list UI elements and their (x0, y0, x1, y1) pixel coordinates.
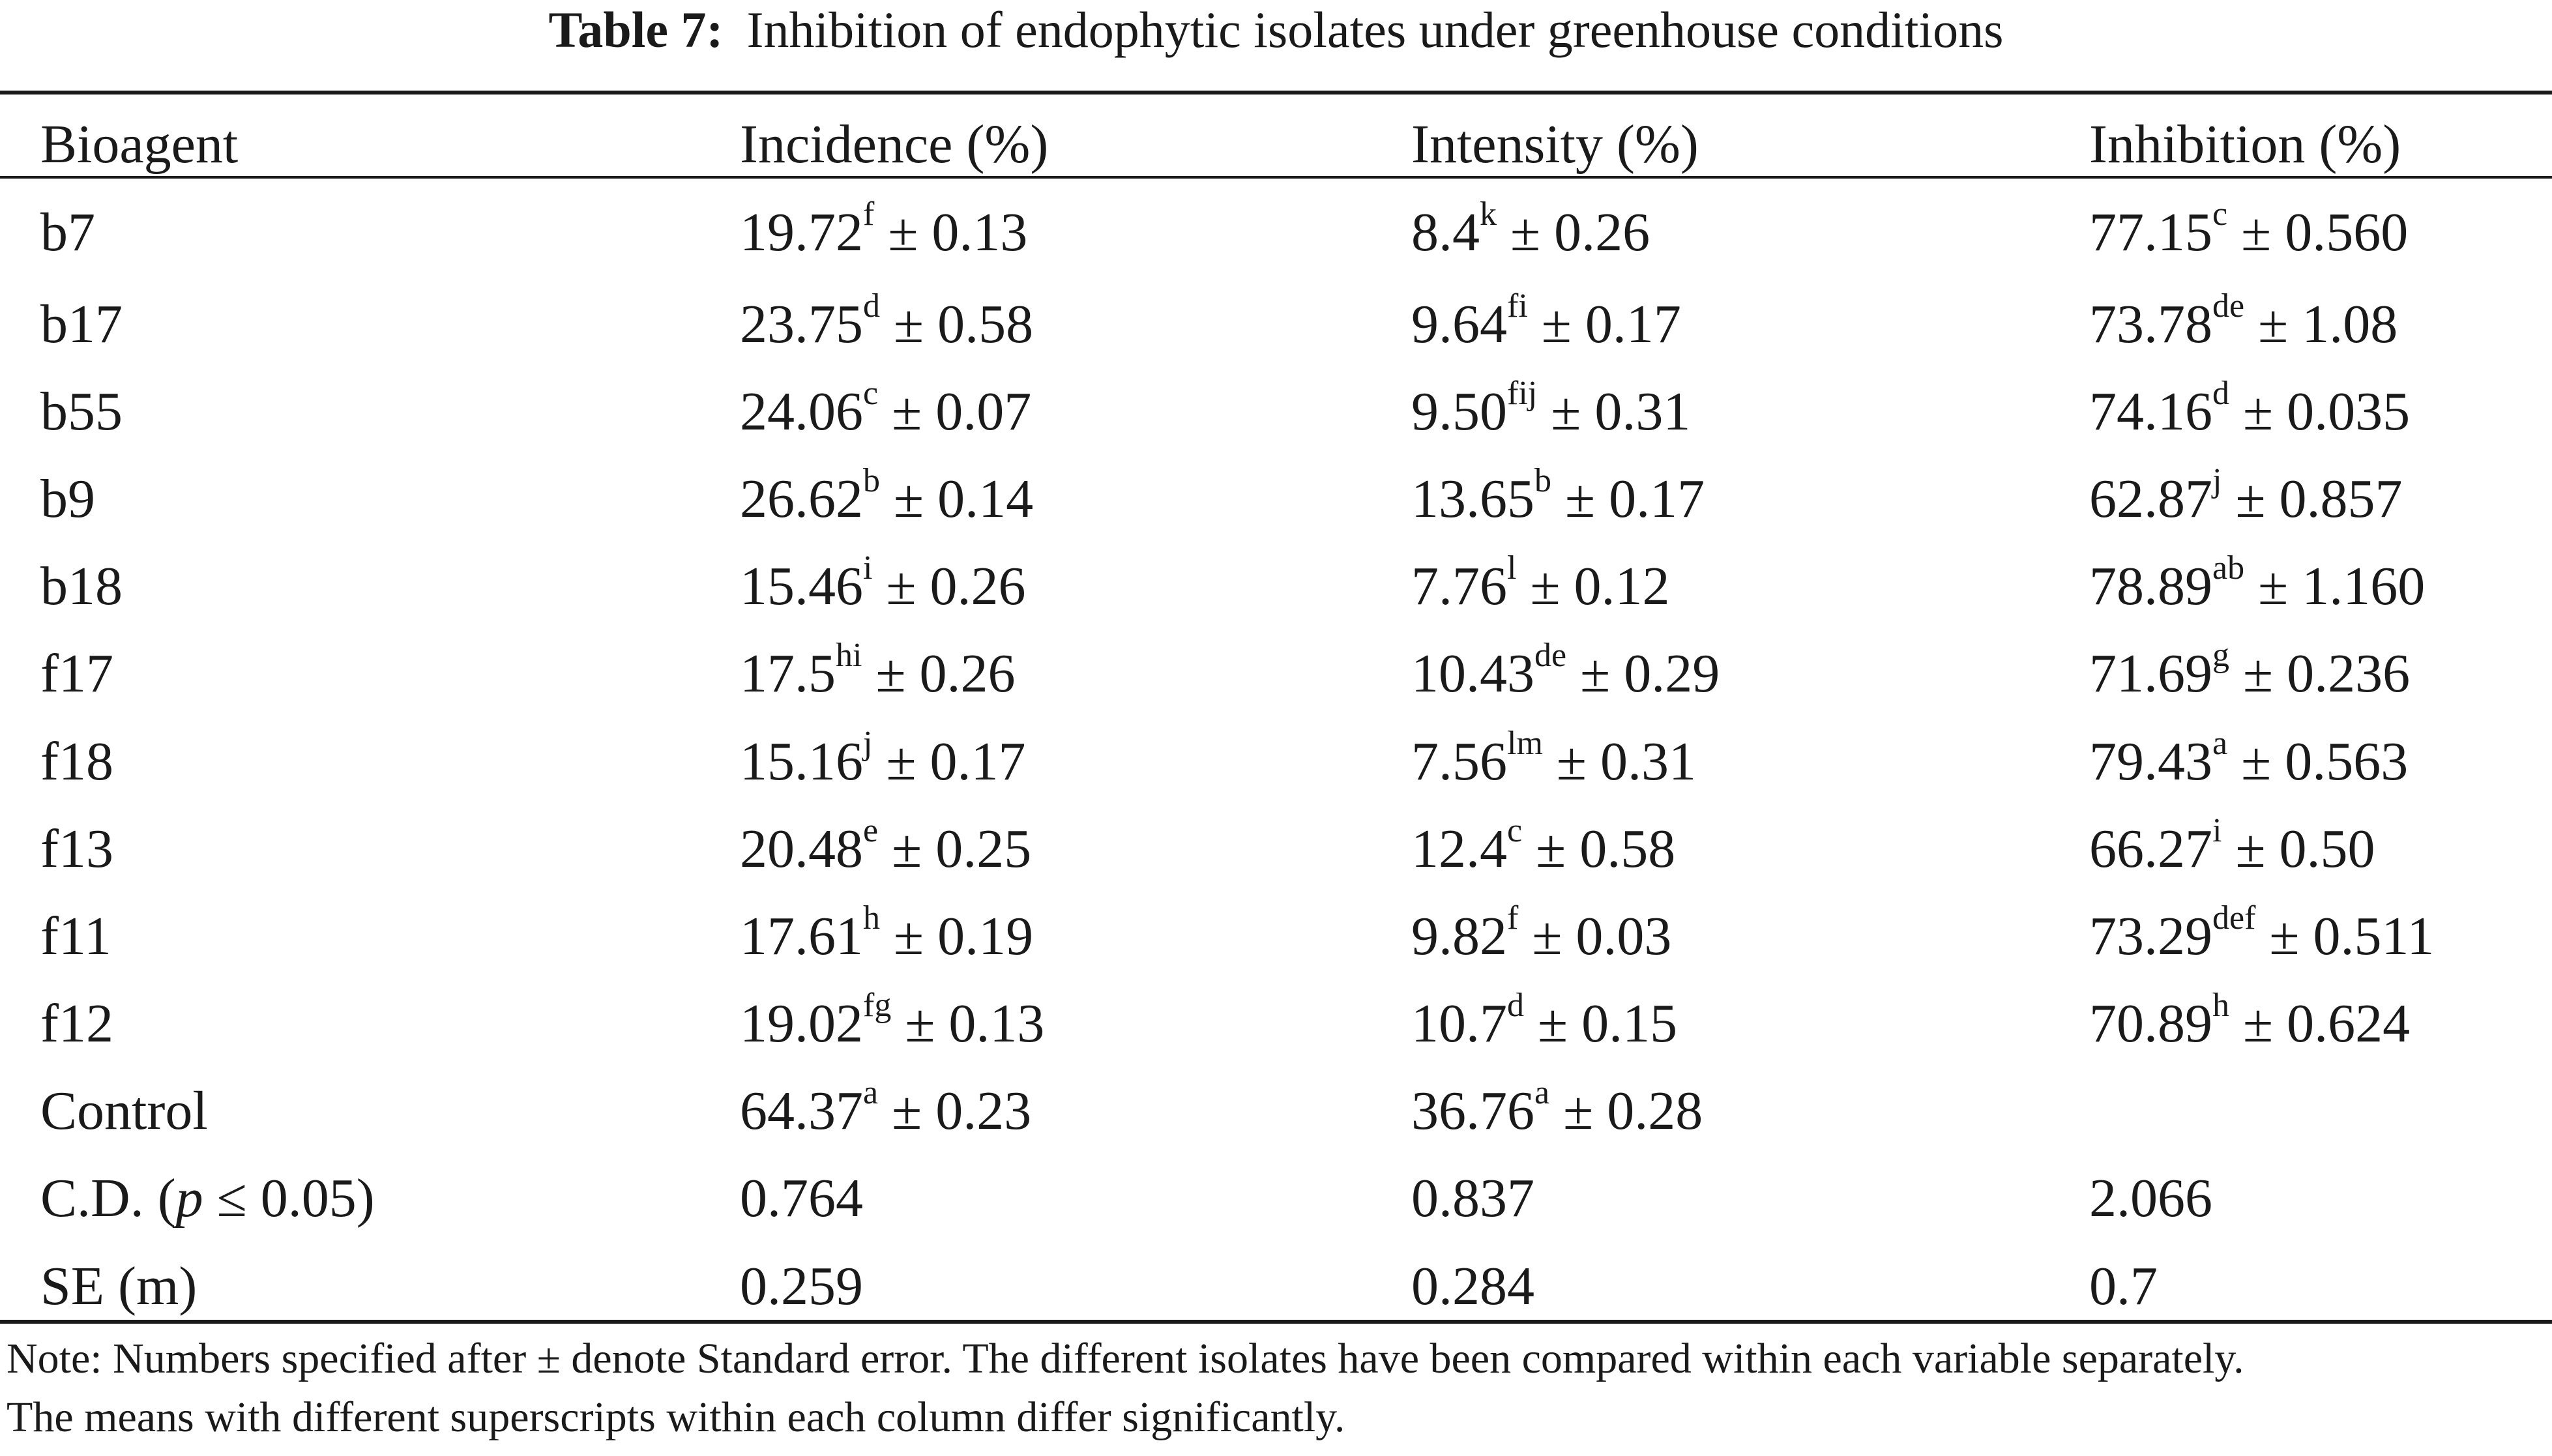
cell-value: 78.89 (2089, 556, 2212, 617)
cd-label (0, 1155, 740, 1242)
standard-error: ± 0.17 (886, 731, 1026, 792)
cell-intensity (1411, 368, 2089, 455)
cell-incidence (740, 543, 1411, 630)
significance-letter: h (2212, 987, 2229, 1025)
header-incidence: Incidence (%) (740, 114, 1049, 175)
header-inhibition: Inhibition (%) (2089, 114, 2401, 175)
cd-row (0, 1155, 2552, 1242)
cell-inhibition (2089, 630, 2552, 718)
cell-intensity (1411, 980, 2089, 1068)
cell-value: 19.72 (740, 201, 863, 263)
cell-value: 13.65 (1411, 468, 1534, 529)
significance-letter: de (1534, 637, 1567, 675)
header-bioagent: Bioagent (40, 114, 239, 175)
cell-value: 17.61 (740, 905, 863, 967)
header-row (0, 106, 2552, 184)
standard-error: ± 0.19 (894, 905, 1034, 967)
significance-letter: i (863, 549, 873, 587)
significance-letter: f (863, 195, 875, 233)
se-label: SE (m) (40, 1255, 198, 1317)
cell-incidence (740, 455, 1411, 542)
significance-letter: hi (836, 637, 862, 675)
significance-letter: d (2212, 374, 2229, 412)
cell-value: 70.89 (2089, 993, 2212, 1055)
cell-incidence (740, 368, 1411, 455)
standard-error: ± 0.511 (2269, 905, 2435, 967)
significance-letter: k (1480, 195, 1497, 233)
standard-error: ± 0.857 (2235, 468, 2403, 529)
cell-intensity (1411, 892, 2089, 980)
standard-error: ± 0.14 (894, 468, 1034, 529)
standard-error: ± 1.160 (2258, 556, 2426, 617)
cell-inhibition (2089, 892, 2552, 980)
significance-letter: h (863, 899, 880, 937)
cell-value: 8.4 (1411, 201, 1480, 263)
significance-letter: ab (2212, 549, 2245, 587)
table-row (0, 980, 2552, 1068)
table-body (0, 184, 2552, 1330)
table-row (0, 184, 2552, 280)
cell-incidence (740, 718, 1411, 805)
significance-letter: a (2212, 724, 2228, 762)
standard-error: ± 0.50 (2235, 818, 2375, 879)
significance-letter: b (863, 461, 880, 499)
cell-intensity (1411, 805, 2089, 892)
standard-error: ± 0.17 (1541, 293, 1681, 355)
table-row (0, 280, 2552, 368)
cell-bioagent: Control (40, 1081, 208, 1142)
cell-value: 71.69 (2089, 643, 2212, 705)
standard-error: ± 0.624 (2243, 993, 2411, 1055)
significance-letter: l (1507, 549, 1517, 587)
standard-error: ± 0.560 (2241, 201, 2409, 263)
cell-value: 26.62 (740, 468, 863, 529)
se-inhibition: 0.7 (2089, 1255, 2158, 1317)
cell-bioagent: b17 (40, 293, 123, 355)
significance-letter: d (863, 287, 880, 325)
cell-incidence (740, 980, 1411, 1068)
se-intensity: 0.284 (1411, 1255, 1534, 1317)
cell-intensity (1411, 455, 2089, 542)
significance-letter: fg (863, 987, 892, 1025)
significance-letter: b (1534, 461, 1551, 499)
table-row (0, 718, 2552, 805)
se-row (0, 1242, 2552, 1330)
cell-bioagent: b18 (40, 556, 123, 617)
cell-bioagent: f11 (40, 905, 111, 967)
standard-error: ± 1.08 (2258, 293, 2398, 355)
top-rule (0, 91, 2552, 95)
cell-value: 77.15 (2089, 201, 2212, 263)
cell-intensity (1411, 630, 2089, 718)
cell-inhibition (2089, 455, 2552, 542)
standard-error: ± 0.26 (886, 556, 1026, 617)
cell-value: 9.50 (1411, 381, 1507, 442)
note-line-1: Note: Numbers specified after ± denote Standard error. The different isolates have been compared within each variable separately. (7, 1335, 2244, 1382)
cell-value: 9.64 (1411, 293, 1507, 355)
significance-letter: i (2212, 811, 2222, 849)
table-label: Table 7: (548, 1, 724, 58)
standard-error: ± 0.26 (875, 643, 1016, 705)
standard-error: ± 0.23 (892, 1081, 1032, 1142)
cell-value: 62.87 (2089, 468, 2212, 529)
cell-inhibition (2089, 543, 2552, 630)
cell-value: 74.16 (2089, 381, 2212, 442)
cd-label-variable: p (175, 1168, 203, 1229)
cell-value: 79.43 (2089, 731, 2212, 792)
cd-intensity: 0.837 (1411, 1168, 1534, 1229)
cd-inhibition: 2.066 (2089, 1168, 2212, 1229)
table-row (0, 1068, 2552, 1155)
significance-letter: def (2212, 899, 2256, 937)
cell-bioagent: f17 (40, 643, 113, 705)
cell-bioagent: f12 (40, 993, 113, 1055)
standard-error: ± 0.31 (1551, 381, 1691, 442)
standard-error: ± 0.07 (892, 381, 1032, 442)
standard-error: ± 0.13 (888, 201, 1028, 263)
cell-intensity (1411, 543, 2089, 630)
cell-value: 7.56 (1411, 731, 1507, 792)
standard-error: ± 0.13 (905, 993, 1045, 1055)
cell-bioagent: f13 (40, 818, 113, 879)
standard-error: ± 0.26 (1510, 201, 1650, 263)
significance-letter: de (2212, 287, 2245, 325)
table-row (0, 455, 2552, 542)
se-incidence: 0.259 (740, 1255, 863, 1317)
significance-letter: f (1507, 899, 1519, 937)
cell-inhibition (2089, 1068, 2552, 1155)
cell-incidence (740, 1068, 1411, 1155)
cd-label-suffix: ≤ 0.05) (203, 1168, 375, 1229)
note-line-2: The means with different superscripts within each column differ significantly. (7, 1393, 1345, 1441)
standard-error: ± 0.035 (2243, 381, 2411, 442)
significance-letter: j (863, 724, 873, 762)
cell-value: 20.48 (740, 818, 863, 879)
significance-letter: j (2212, 461, 2222, 499)
standard-error: ± 0.58 (894, 293, 1034, 355)
cell-bioagent: f18 (40, 731, 113, 792)
standard-error: ± 0.29 (1580, 643, 1720, 705)
standard-error: ± 0.17 (1565, 468, 1705, 529)
cell-value: 23.75 (740, 293, 863, 355)
cell-value: 10.43 (1411, 643, 1534, 705)
cell-intensity (1411, 718, 2089, 805)
significance-letter: a (863, 1074, 879, 1112)
cell-value: 19.02 (740, 993, 863, 1055)
cell-value: 7.76 (1411, 556, 1507, 617)
cell-inhibition (2089, 184, 2552, 280)
table-row (0, 805, 2552, 892)
cell-incidence (740, 805, 1411, 892)
cell-incidence (740, 892, 1411, 980)
cell-value: 15.46 (740, 556, 863, 617)
standard-error: ± 0.236 (2243, 643, 2411, 705)
results-table (0, 106, 2552, 1330)
cell-bioagent: b55 (40, 381, 123, 442)
standard-error: ± 0.03 (1532, 905, 1672, 967)
cell-value: 15.16 (740, 731, 863, 792)
cell-value: 17.5 (740, 643, 836, 705)
cell-value: 66.27 (2089, 818, 2212, 879)
standard-error: ± 0.15 (1538, 993, 1678, 1055)
significance-letter: a (1534, 1074, 1550, 1112)
cell-value: 73.29 (2089, 905, 2212, 967)
cell-inhibition (2089, 718, 2552, 805)
cell-inhibition (2089, 805, 2552, 892)
cell-intensity (1411, 280, 2089, 368)
table-note (7, 1330, 2552, 1447)
cell-value: 24.06 (740, 381, 863, 442)
significance-letter: c (863, 374, 879, 412)
standard-error: ± 0.58 (1536, 818, 1676, 879)
cell-value: 12.4 (1411, 818, 1507, 879)
significance-letter: g (2212, 637, 2229, 675)
significance-letter: fij (1507, 374, 1538, 412)
standard-error: ± 0.28 (1563, 1081, 1703, 1142)
standard-error: ± 0.25 (892, 818, 1032, 879)
cell-value: 10.7 (1411, 993, 1507, 1055)
table-caption (0, 0, 2552, 72)
cell-incidence (740, 280, 1411, 368)
cell-inhibition (2089, 980, 2552, 1068)
standard-error: ± 0.31 (1556, 731, 1697, 792)
cd-label-prefix: C.D. ( (40, 1168, 176, 1229)
cell-value: 9.82 (1411, 905, 1507, 967)
table-row (0, 368, 2552, 455)
table-row (0, 543, 2552, 630)
standard-error: ± 0.563 (2241, 731, 2409, 792)
table-row (0, 630, 2552, 718)
significance-letter: fi (1507, 287, 1528, 325)
cell-value: 36.76 (1411, 1081, 1534, 1142)
cell-bioagent: b9 (40, 468, 95, 529)
cell-incidence (740, 630, 1411, 718)
standard-error: ± 0.12 (1530, 556, 1670, 617)
cell-inhibition (2089, 280, 2552, 368)
header-intensity: Intensity (%) (1411, 114, 1699, 175)
cell-intensity (1411, 1068, 2089, 1155)
cell-incidence (740, 184, 1411, 280)
significance-letter: c (2212, 195, 2228, 233)
significance-letter: c (1507, 811, 1523, 849)
cell-value: 73.78 (2089, 293, 2212, 355)
cell-value: 64.37 (740, 1081, 863, 1142)
significance-letter: d (1507, 987, 1524, 1025)
table-title: Inhibition of endophytic isolates under greenhouse conditions (746, 1, 2004, 58)
cell-inhibition (2089, 368, 2552, 455)
cell-bioagent: b7 (40, 201, 95, 263)
table-row (0, 892, 2552, 980)
cell-intensity (1411, 184, 2089, 280)
significance-letter: lm (1507, 724, 1543, 762)
cd-incidence: 0.764 (740, 1168, 863, 1229)
significance-letter: e (863, 811, 879, 849)
